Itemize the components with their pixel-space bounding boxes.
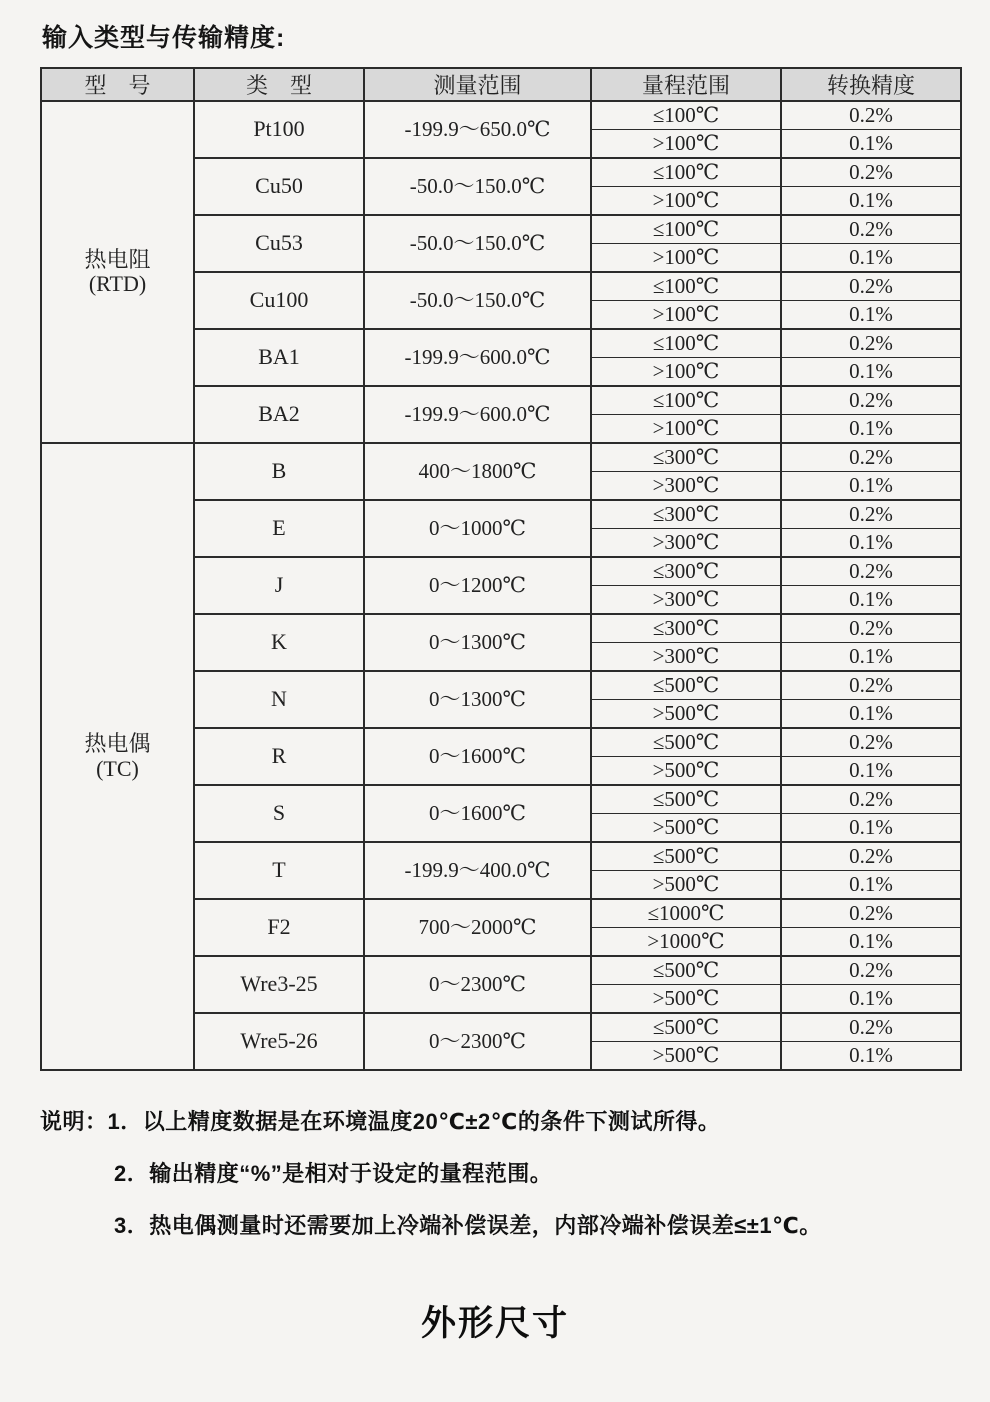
span-range-cell: >300℃: [591, 586, 781, 615]
header-span-range: 量程范围: [591, 68, 781, 101]
measure-range-cell: 0～1200℃: [364, 557, 591, 614]
accuracy-cell: 0.2%: [781, 671, 961, 700]
span-range-cell: ≤500℃: [591, 785, 781, 814]
note-text-1: 1．以上精度数据是在环境温度20℃±2℃的条件下测试所得。: [107, 1109, 721, 1134]
table-row: [41, 101, 961, 130]
accuracy-cell: 0.1%: [781, 415, 961, 444]
type-cell: BA2: [194, 386, 364, 443]
type-cell: J: [194, 557, 364, 614]
measure-range-cell: 0～2300℃: [364, 1013, 591, 1070]
type-cell: T: [194, 842, 364, 899]
accuracy-cell: 0.2%: [781, 956, 961, 985]
measure-range-cell: -50.0～150.0℃: [364, 272, 591, 329]
accuracy-cell: 0.2%: [781, 728, 961, 757]
measure-range-cell: 0～1300℃: [364, 614, 591, 671]
model-group-cell: [41, 443, 194, 1070]
measure-range-cell: 0～2300℃: [364, 956, 591, 1013]
type-cell: N: [194, 671, 364, 728]
header-model: 型 号: [41, 68, 194, 101]
accuracy-cell: 0.2%: [781, 443, 961, 472]
span-range-cell: >300℃: [591, 643, 781, 672]
span-range-cell: >300℃: [591, 472, 781, 501]
accuracy-spec-table: [40, 67, 962, 1071]
accuracy-cell: 0.2%: [781, 614, 961, 643]
accuracy-cell: 0.1%: [781, 985, 961, 1014]
accuracy-cell: 0.2%: [781, 272, 961, 301]
type-cell: Wre5-26: [194, 1013, 364, 1070]
span-range-cell: ≤300℃: [591, 557, 781, 586]
model-group-name: 热电偶: [84, 731, 151, 757]
note-line-1: [40, 1105, 990, 1136]
accuracy-cell: 0.2%: [781, 899, 961, 928]
span-range-cell: ≤100℃: [591, 386, 781, 415]
section-title-dimensions: 外形尺寸: [420, 1304, 569, 1343]
measure-range-cell: 400～1800℃: [364, 443, 591, 500]
span-range-cell: ≤100℃: [591, 158, 781, 187]
measure-range-cell: -199.9～400.0℃: [364, 842, 591, 899]
type-cell: K: [194, 614, 364, 671]
model-group-abbr: (TC): [96, 755, 139, 781]
span-range-cell: ≤500℃: [591, 671, 781, 700]
span-range-cell: ≤300℃: [591, 500, 781, 529]
span-range-cell: ≤100℃: [591, 101, 781, 130]
accuracy-cell: 0.2%: [781, 1013, 961, 1042]
accuracy-cell: 0.1%: [781, 928, 961, 957]
model-group-cell: [41, 101, 194, 443]
accuracy-cell: 0.1%: [781, 700, 961, 729]
span-range-cell: >1000℃: [591, 928, 781, 957]
accuracy-cell: 0.1%: [781, 529, 961, 558]
type-cell: S: [194, 785, 364, 842]
note-line-2: [40, 1157, 990, 1188]
span-range-cell: ≤100℃: [591, 329, 781, 358]
span-range-cell: ≤1000℃: [591, 899, 781, 928]
measure-range-cell: -199.9～650.0℃: [364, 101, 591, 158]
measure-range-cell: 0～1300℃: [364, 671, 591, 728]
span-range-cell: >100℃: [591, 130, 781, 159]
note-text-3: 3．热电偶测量时还需要加上冷端补偿误差，内部冷端补偿误差≤±1℃。: [114, 1213, 822, 1238]
accuracy-cell: 0.1%: [781, 1042, 961, 1071]
table-row: [41, 443, 961, 472]
table-header-row: [41, 68, 961, 101]
measure-range-cell: -199.9～600.0℃: [364, 329, 591, 386]
type-cell: Cu53: [194, 215, 364, 272]
measure-range-cell: 700～2000℃: [364, 899, 591, 956]
type-cell: Cu50: [194, 158, 364, 215]
accuracy-cell: 0.2%: [781, 329, 961, 358]
span-range-cell: >300℃: [591, 529, 781, 558]
measure-range-cell: 0～1600℃: [364, 785, 591, 842]
span-range-cell: ≤300℃: [591, 614, 781, 643]
accuracy-cell: 0.1%: [781, 586, 961, 615]
span-range-cell: ≤300℃: [591, 443, 781, 472]
accuracy-cell: 0.2%: [781, 386, 961, 415]
span-range-cell: >500℃: [591, 1042, 781, 1071]
accuracy-cell: 0.1%: [781, 244, 961, 273]
accuracy-cell: 0.2%: [781, 158, 961, 187]
model-group-abbr: (RTD): [88, 271, 147, 296]
span-range-cell: ≤500℃: [591, 956, 781, 985]
note-line-3: [40, 1209, 990, 1240]
accuracy-cell: 0.1%: [781, 814, 961, 843]
span-range-cell: >100℃: [591, 301, 781, 330]
accuracy-cell: 0.2%: [781, 215, 961, 244]
header-accuracy: 转换精度: [781, 68, 961, 101]
type-cell: E: [194, 500, 364, 557]
span-range-cell: >100℃: [591, 244, 781, 273]
accuracy-cell: 0.1%: [781, 130, 961, 159]
page-title: 输入类型与传输精度:: [42, 24, 286, 52]
measure-range-cell: 0～1600℃: [364, 728, 591, 785]
accuracy-cell: 0.2%: [781, 785, 961, 814]
measure-range-cell: -50.0～150.0℃: [364, 215, 591, 272]
type-cell: BA1: [194, 329, 364, 386]
accuracy-cell: 0.1%: [781, 871, 961, 900]
header-measure-range: 测量范围: [364, 68, 591, 101]
span-range-cell: >100℃: [591, 358, 781, 387]
header-type: 类 型: [194, 68, 364, 101]
type-cell: Wre3-25: [194, 956, 364, 1013]
span-range-cell: ≤500℃: [591, 842, 781, 871]
accuracy-cell: 0.2%: [781, 557, 961, 586]
measure-range-cell: -50.0～150.0℃: [364, 158, 591, 215]
type-cell: R: [194, 728, 364, 785]
span-range-cell: ≤100℃: [591, 272, 781, 301]
note-text-2: 2．输出精度“%”是相对于设定的量程范围。: [114, 1161, 553, 1186]
measure-range-cell: 0～1000℃: [364, 500, 591, 557]
span-range-cell: >500℃: [591, 871, 781, 900]
span-range-cell: >500℃: [591, 985, 781, 1014]
accuracy-cell: 0.1%: [781, 757, 961, 786]
model-group-name: 热电阻: [84, 246, 151, 272]
type-cell: B: [194, 443, 364, 500]
accuracy-cell: 0.1%: [781, 643, 961, 672]
accuracy-cell: 0.1%: [781, 472, 961, 501]
span-range-cell: ≤500℃: [591, 728, 781, 757]
manual-page: [0, 18, 990, 1346]
measure-range-cell: -199.9～600.0℃: [364, 386, 591, 443]
accuracy-cell: 0.1%: [781, 301, 961, 330]
span-range-cell: >500℃: [591, 757, 781, 786]
type-cell: Cu100: [194, 272, 364, 329]
span-range-cell: >500℃: [591, 814, 781, 843]
accuracy-cell: 0.2%: [781, 101, 961, 130]
span-range-cell: >500℃: [591, 700, 781, 729]
accuracy-cell: 0.2%: [781, 842, 961, 871]
span-range-cell: ≤100℃: [591, 215, 781, 244]
notes-section: [40, 1105, 990, 1240]
notes-label: 说明：: [40, 1109, 108, 1134]
type-cell: Pt100: [194, 101, 364, 158]
type-cell: F2: [194, 899, 364, 956]
accuracy-cell: 0.1%: [781, 358, 961, 387]
accuracy-cell: 0.2%: [781, 500, 961, 529]
span-range-cell: >100℃: [591, 415, 781, 444]
span-range-cell: >100℃: [591, 187, 781, 216]
accuracy-cell: 0.1%: [781, 187, 961, 216]
span-range-cell: ≤500℃: [591, 1013, 781, 1042]
